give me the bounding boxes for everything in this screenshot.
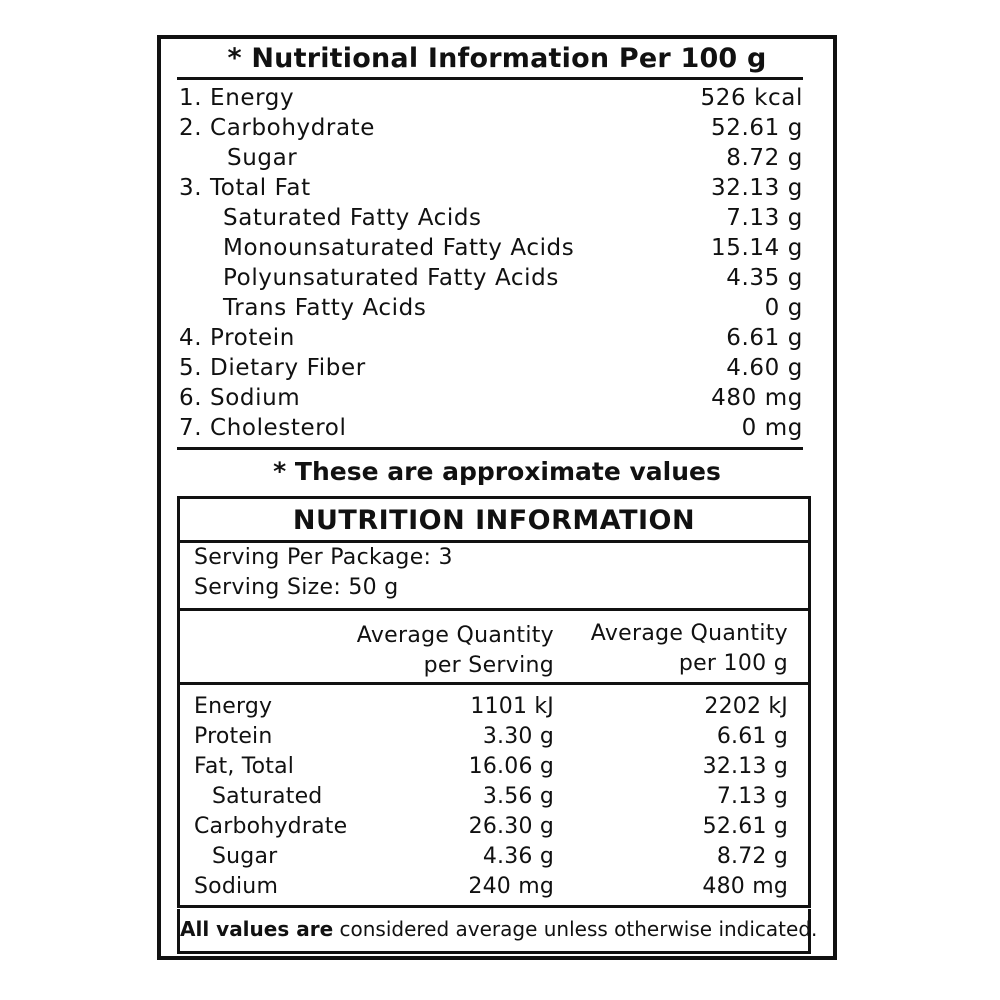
- footer-note: [177, 909, 818, 954]
- row-per-100g-value: 7.13 g: [716, 784, 788, 809]
- nutrient-value: 6.61 g: [726, 325, 803, 351]
- row-per-serving-value: 26.30 g: [468, 814, 554, 839]
- nutrient-value: 0 g: [764, 295, 803, 321]
- row-per-serving-value: 240 mg: [468, 874, 554, 899]
- column-header-divider: [180, 682, 808, 685]
- nutrient-value: 480 mg: [711, 385, 803, 411]
- nutrient-value: 526 kcal: [700, 85, 803, 111]
- nutrient-label: 1. Energy: [179, 85, 295, 111]
- title-divider: [177, 77, 803, 80]
- approximate-values-note: * These are approximate values: [273, 457, 721, 486]
- nutrient-label: Polyunsaturated Fatty Acids: [223, 265, 559, 291]
- nutrient-value: 8.72 g: [726, 145, 803, 171]
- nutrient-row: [161, 145, 833, 175]
- row-per-serving-value: 1101 kJ: [470, 694, 554, 719]
- footer-note-text: considered average unless otherwise indicated.: [333, 917, 818, 941]
- column-header-per-serving: [357, 621, 554, 681]
- nutrient-value: 7.13 g: [726, 205, 803, 231]
- nutrient-value: 32.13 g: [711, 175, 803, 201]
- list-divider: [177, 447, 803, 450]
- nutrition-information-table: [177, 496, 811, 908]
- table-row: [180, 724, 808, 754]
- row-per-serving-value: 4.36 g: [482, 844, 554, 869]
- table-row: [180, 694, 808, 724]
- nutrient-value: 4.35 g: [726, 265, 803, 291]
- table-row: [180, 844, 808, 874]
- nutrient-label: Trans Fatty Acids: [223, 295, 427, 321]
- nutrition-label: [157, 35, 837, 960]
- table-row: [180, 814, 808, 844]
- column-header-per-100g-line1: Average Quantity: [590, 621, 788, 646]
- row-per-100g-value: 2202 kJ: [704, 694, 788, 719]
- nutrient-row: [161, 385, 833, 415]
- row-per-serving-value: 16.06 g: [468, 754, 554, 779]
- nutrient-label: 7. Cholesterol: [179, 415, 347, 441]
- serving-divider: [180, 608, 808, 611]
- row-per-100g-value: 8.72 g: [716, 844, 788, 869]
- nutrient-row: [161, 115, 833, 145]
- column-header-per-100g: [591, 619, 788, 679]
- row-per-serving-value: 3.30 g: [482, 724, 554, 749]
- table-row: [180, 874, 808, 904]
- row-per-serving-value: 3.56 g: [482, 784, 554, 809]
- nutrient-value: 15.14 g: [711, 235, 803, 261]
- row-nutrient-name: Sodium: [194, 874, 279, 899]
- row-nutrient-name: Saturated: [212, 784, 323, 809]
- column-header-per-serving-line1: Average Quantity: [356, 623, 554, 648]
- nutrient-label: Sugar: [227, 145, 298, 171]
- nutrient-label: Saturated Fatty Acids: [223, 205, 482, 231]
- column-header-per-100g-line2: per 100 g: [678, 651, 788, 676]
- serving-size: Serving Size: 50 g: [194, 575, 399, 600]
- nutrient-row: [161, 175, 833, 205]
- nutrition-per-100g-title: * Nutritional Information Per 100 g: [227, 43, 767, 74]
- row-per-100g-value: 32.13 g: [702, 754, 788, 779]
- nutrient-row: [161, 265, 833, 295]
- nutrient-row: [161, 295, 833, 325]
- nutrient-value: 0 mg: [741, 415, 803, 441]
- row-per-100g-value: 6.61 g: [716, 724, 788, 749]
- nutrient-value: 4.60 g: [726, 355, 803, 381]
- table-row: [180, 754, 808, 784]
- serving-per-package: Serving Per Package: 3: [194, 545, 453, 570]
- table-row: [180, 784, 808, 814]
- nutrient-value: 52.61 g: [711, 115, 803, 141]
- row-nutrient-name: Energy: [194, 694, 273, 719]
- nutrient-label: 5. Dietary Fiber: [179, 355, 366, 381]
- footer-note-bold: All values are: [180, 917, 334, 941]
- row-nutrient-name: Protein: [194, 724, 273, 749]
- nutrient-row: [161, 85, 833, 115]
- nutrient-row: [161, 235, 833, 265]
- heading-divider: [180, 540, 808, 543]
- row-per-100g-value: 52.61 g: [702, 814, 788, 839]
- row-nutrient-name: Fat, Total: [194, 754, 295, 779]
- nutrient-row: [161, 205, 833, 235]
- nutrient-row: [161, 415, 833, 445]
- row-nutrient-name: Sugar: [212, 844, 278, 869]
- column-header-per-serving-line2: per Serving: [423, 653, 554, 678]
- row-per-100g-value: 480 mg: [702, 874, 788, 899]
- nutrient-label: Monounsaturated Fatty Acids: [223, 235, 575, 261]
- nutrient-label: 3. Total Fat: [179, 175, 311, 201]
- nutrient-row: [161, 325, 833, 355]
- nutrient-label: 4. Protein: [179, 325, 295, 351]
- row-nutrient-name: Carbohydrate: [194, 814, 348, 839]
- nutrient-row: [161, 355, 833, 385]
- nutrient-label: 2. Carbohydrate: [179, 115, 376, 141]
- nutrient-label: 6. Sodium: [179, 385, 301, 411]
- nutrition-information-heading: NUTRITION INFORMATION: [292, 505, 696, 536]
